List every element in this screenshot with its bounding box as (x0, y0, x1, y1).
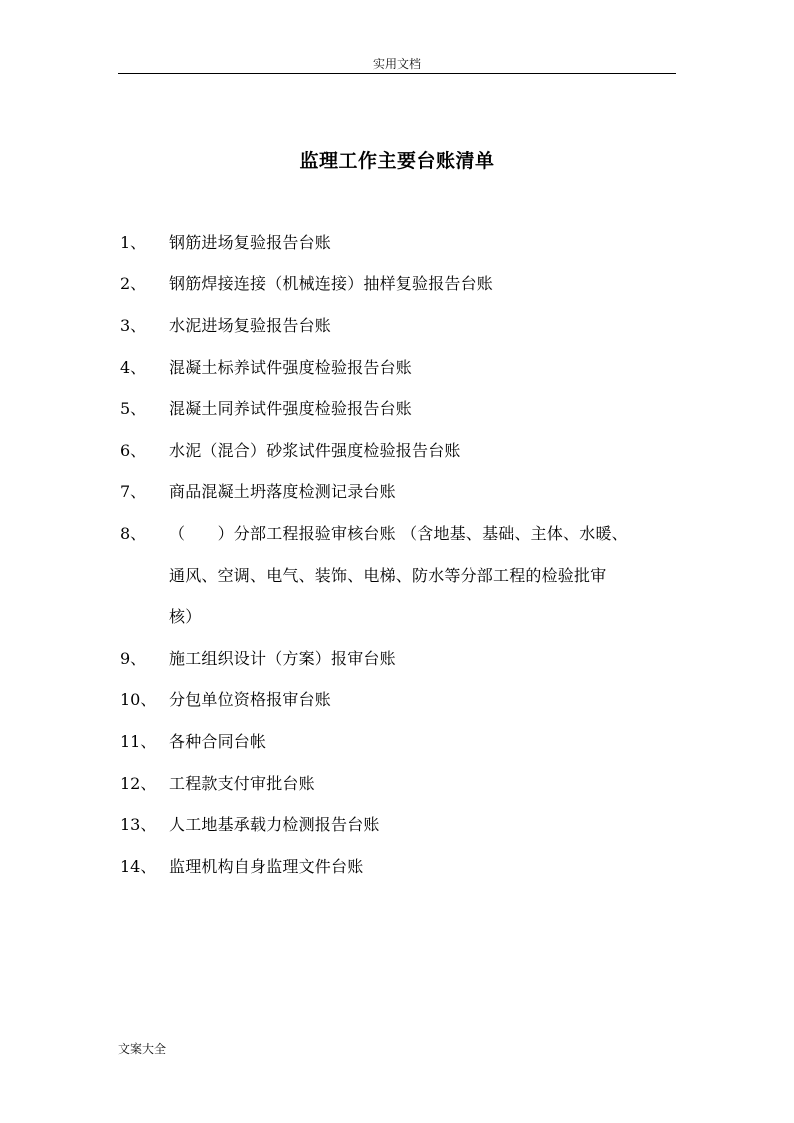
page-header: 实用文档 (372, 57, 421, 71)
list-item-number: 3、 (120, 316, 147, 335)
list-item-number: 9、 (120, 649, 147, 668)
list-item-number: 10、 (120, 690, 157, 709)
list-item-text: 商品混凝土坍落度检测记录台账 (169, 482, 396, 501)
list-item-text: 水泥进场复验报告台账 (169, 316, 332, 335)
list-item-text: 监理机构自身监理文件台账 (169, 857, 364, 876)
list-item-number: 1、 (120, 233, 147, 252)
list-item-number: 7、 (120, 482, 147, 501)
list-item-number: 11、 (120, 732, 157, 751)
list-item-number: 12、 (120, 774, 157, 793)
list-item-text: 混凝土标养试件强度检验报告台账 (169, 358, 413, 377)
list-item-text-line-2: 通风、空调、电气、装饰、电梯、防水等分部工程的检验批审 (169, 566, 607, 585)
list-item-text: 各种合同台帐 (169, 732, 267, 751)
list-item-text-line-3: 核） (169, 607, 202, 626)
list-item-number: 4、 (120, 358, 147, 377)
list-item-text-line-1: （ ）分部工程报验审核台账 （含地基、基础、主体、水暖、 (169, 524, 628, 543)
list-item-text: 人工地基承载力检测报告台账 (169, 815, 380, 834)
list-item-number: 14、 (120, 857, 157, 876)
document-title: 监理工作主要台账清单 (299, 150, 495, 172)
list-item-number: 13、 (120, 815, 157, 834)
list-item-number: 5、 (120, 399, 147, 418)
list-item-text: 钢筋焊接连接（机械连接）抽样复验报告台账 (169, 274, 494, 293)
list-item-text: 钢筋进场复验报告台账 (169, 233, 332, 252)
list-item-text: 工程款支付审批台账 (169, 774, 315, 793)
list-item-number: 2、 (120, 274, 147, 293)
list-item-number: 8、 (120, 524, 147, 543)
list-item-text: 施工组织设计（方案）报审台账 (169, 649, 396, 668)
page-footer: 文案大全 (118, 1042, 167, 1056)
list-item-number: 6、 (120, 441, 147, 460)
list-item-text: 分包单位资格报审台账 (169, 690, 332, 709)
list-item-text: 混凝土同养试件强度检验报告台账 (169, 399, 413, 418)
list-item-text: 水泥（混合）砂浆试件强度检验报告台账 (169, 441, 461, 460)
